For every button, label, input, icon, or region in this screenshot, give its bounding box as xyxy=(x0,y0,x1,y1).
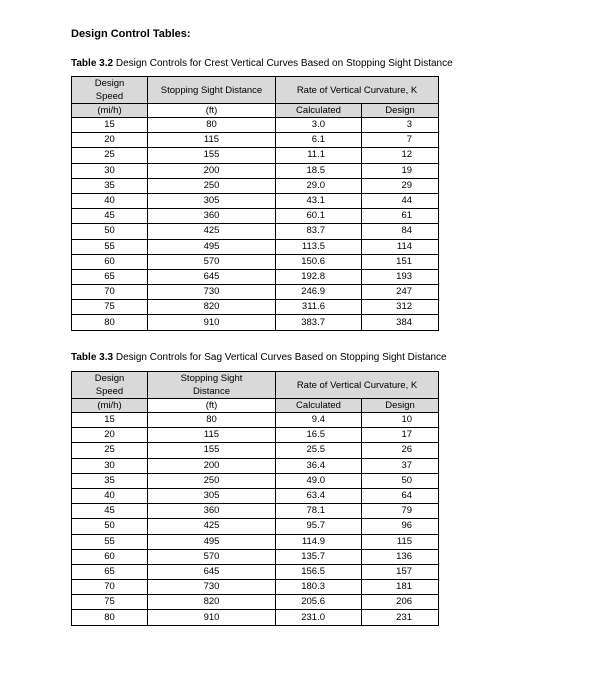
ssd-cell: 495 xyxy=(148,239,276,254)
table-row xyxy=(72,133,439,148)
design-speed-cell: 25 xyxy=(72,148,148,163)
ssd-cell: 910 xyxy=(148,315,276,330)
k-design-cell: 19 xyxy=(362,163,439,178)
k-calculated-cell: 18.5 xyxy=(276,163,362,178)
ssd-cell: 425 xyxy=(148,224,276,239)
speed-unit-header: (mi/h) xyxy=(72,104,148,118)
design-speed-cell: 55 xyxy=(72,239,148,254)
ssd-cell: 820 xyxy=(148,595,276,610)
table-row xyxy=(72,564,439,579)
design-speed-cell: 15 xyxy=(72,118,148,133)
k-calculated-cell: 63.4 xyxy=(276,488,362,503)
k-design-header: Design xyxy=(362,399,439,413)
ssd-cell: 250 xyxy=(148,178,276,193)
design-speed-cell: 25 xyxy=(72,443,148,458)
k-calculated-cell: 16.5 xyxy=(276,428,362,443)
k-design-cell: 151 xyxy=(362,254,439,269)
k-calculated-cell: 49.0 xyxy=(276,473,362,488)
ssd-cell: 730 xyxy=(148,580,276,595)
table-row xyxy=(72,209,439,224)
design-speed-cell: 20 xyxy=(72,133,148,148)
k-design-cell: 231 xyxy=(362,610,439,625)
k-calculated-cell: 135.7 xyxy=(276,549,362,564)
k-calculated-cell: 150.6 xyxy=(276,254,362,269)
design-speed-cell: 60 xyxy=(72,254,148,269)
design-speed-cell: 45 xyxy=(72,209,148,224)
k-calculated-cell: 180.3 xyxy=(276,580,362,595)
design-speed-cell: 65 xyxy=(72,564,148,579)
table-3-3-caption xyxy=(71,352,447,363)
ssd-cell: 115 xyxy=(148,428,276,443)
design-speed-cell: 20 xyxy=(72,428,148,443)
k-design-cell: 84 xyxy=(362,224,439,239)
design-speed-header: Design Speed xyxy=(72,372,148,399)
k-design-cell: 384 xyxy=(362,315,439,330)
table-row xyxy=(72,504,439,519)
design-speed-cell: 15 xyxy=(72,413,148,428)
k-calculated-cell: 113.5 xyxy=(276,239,362,254)
k-calculated-cell: 60.1 xyxy=(276,209,362,224)
table-row xyxy=(72,148,439,163)
ssd-cell: 305 xyxy=(148,488,276,503)
k-design-cell: 115 xyxy=(362,534,439,549)
ssd-cell: 730 xyxy=(148,285,276,300)
k-design-cell: 10 xyxy=(362,413,439,428)
k-design-cell: 206 xyxy=(362,595,439,610)
k-design-cell: 312 xyxy=(362,300,439,315)
k-calculated-cell: 25.5 xyxy=(276,443,362,458)
ssd-unit-header: (ft) xyxy=(148,399,276,413)
k-design-cell: 157 xyxy=(362,564,439,579)
design-speed-header: Design Speed xyxy=(72,77,148,104)
k-calculated-cell: 6.1 xyxy=(276,133,362,148)
table-3-3-number: Table 3.3 xyxy=(71,352,114,363)
table-row xyxy=(72,224,439,239)
ssd-cell: 495 xyxy=(148,534,276,549)
k-calculated-cell: 205.6 xyxy=(276,595,362,610)
k-calculated-header: Calculated xyxy=(276,104,362,118)
table-row xyxy=(72,239,439,254)
design-speed-cell: 50 xyxy=(72,224,148,239)
ssd-cell: 200 xyxy=(148,458,276,473)
k-design-cell: 64 xyxy=(362,488,439,503)
table-row xyxy=(72,285,439,300)
design-speed-cell: 60 xyxy=(72,549,148,564)
table-row xyxy=(72,534,439,549)
k-design-cell: 136 xyxy=(362,549,439,564)
speed-unit-header: (mi/h) xyxy=(72,399,148,413)
ssd-cell: 80 xyxy=(148,118,276,133)
sag-curve-table xyxy=(71,371,439,626)
design-speed-cell: 35 xyxy=(72,473,148,488)
ssd-cell: 645 xyxy=(148,564,276,579)
k-calculated-cell: 9.4 xyxy=(276,413,362,428)
k-design-header: Design xyxy=(362,104,439,118)
k-calculated-cell: 78.1 xyxy=(276,504,362,519)
design-speed-cell: 80 xyxy=(72,315,148,330)
k-calculated-cell: 114.9 xyxy=(276,534,362,549)
ssd-unit-header: (ft) xyxy=(148,104,276,118)
page-heading: Design Control Tables: xyxy=(71,28,191,40)
ssd-cell: 425 xyxy=(148,519,276,534)
k-design-cell: 12 xyxy=(362,148,439,163)
design-speed-cell: 30 xyxy=(72,163,148,178)
ssd-cell: 80 xyxy=(148,413,276,428)
k-calculated-cell: 29.0 xyxy=(276,178,362,193)
ssd-cell: 570 xyxy=(148,254,276,269)
table-3-2-title: Design Controls for Crest Vertical Curves Based on Stopping Sight Distance xyxy=(113,58,453,69)
k-calculated-cell: 95.7 xyxy=(276,519,362,534)
design-speed-cell: 70 xyxy=(72,580,148,595)
table-row xyxy=(72,595,439,610)
table-row xyxy=(72,254,439,269)
table-row xyxy=(72,163,439,178)
table-row xyxy=(72,610,439,625)
k-design-cell: 247 xyxy=(362,285,439,300)
table-row xyxy=(72,300,439,315)
table-row xyxy=(72,488,439,503)
design-speed-cell: 55 xyxy=(72,534,148,549)
table-row xyxy=(72,269,439,284)
k-calculated-cell: 231.0 xyxy=(276,610,362,625)
ssd-cell: 360 xyxy=(148,209,276,224)
k-design-cell: 114 xyxy=(362,239,439,254)
table-row xyxy=(72,118,439,133)
k-design-cell: 61 xyxy=(362,209,439,224)
design-speed-cell: 45 xyxy=(72,504,148,519)
table-3-2-caption xyxy=(71,58,453,69)
ssd-cell: 155 xyxy=(148,148,276,163)
table-row xyxy=(72,413,439,428)
design-speed-cell: 40 xyxy=(72,193,148,208)
k-design-cell: 7 xyxy=(362,133,439,148)
ssd-cell: 645 xyxy=(148,269,276,284)
table-row xyxy=(72,458,439,473)
table-row xyxy=(72,178,439,193)
k-calculated-cell: 192.8 xyxy=(276,269,362,284)
k-calculated-cell: 11.1 xyxy=(276,148,362,163)
table-row xyxy=(72,193,439,208)
k-calculated-cell: 43.1 xyxy=(276,193,362,208)
ssd-cell: 305 xyxy=(148,193,276,208)
table-row xyxy=(72,428,439,443)
k-calculated-cell: 246.9 xyxy=(276,285,362,300)
k-design-cell: 96 xyxy=(362,519,439,534)
k-design-cell: 3 xyxy=(362,118,439,133)
table-row xyxy=(72,519,439,534)
k-design-cell: 26 xyxy=(362,443,439,458)
table-row xyxy=(72,580,439,595)
ssd-cell: 115 xyxy=(148,133,276,148)
ssd-cell: 250 xyxy=(148,473,276,488)
design-speed-cell: 40 xyxy=(72,488,148,503)
ssd-header: Stopping Sight Distance xyxy=(148,372,276,399)
design-speed-cell: 80 xyxy=(72,610,148,625)
design-speed-cell: 35 xyxy=(72,178,148,193)
table-row xyxy=(72,549,439,564)
table-row xyxy=(72,443,439,458)
ssd-cell: 820 xyxy=(148,300,276,315)
k-design-cell: 17 xyxy=(362,428,439,443)
k-calculated-cell: 156.5 xyxy=(276,564,362,579)
k-design-cell: 44 xyxy=(362,193,439,208)
k-calculated-cell: 383.7 xyxy=(276,315,362,330)
k-calculated-cell: 83.7 xyxy=(276,224,362,239)
ssd-cell: 910 xyxy=(148,610,276,625)
table-3-2-number: Table 3.2 xyxy=(71,58,114,69)
k-design-cell: 29 xyxy=(362,178,439,193)
ssd-cell: 570 xyxy=(148,549,276,564)
table-3-3-title: Design Controls for Sag Vertical Curves Based on Stopping Sight Distance xyxy=(113,352,447,363)
ssd-cell: 360 xyxy=(148,504,276,519)
k-calculated-cell: 311.6 xyxy=(276,300,362,315)
design-speed-cell: 75 xyxy=(72,595,148,610)
ssd-cell: 200 xyxy=(148,163,276,178)
k-design-cell: 79 xyxy=(362,504,439,519)
k-design-cell: 50 xyxy=(362,473,439,488)
k-design-cell: 37 xyxy=(362,458,439,473)
k-calculated-cell: 36.4 xyxy=(276,458,362,473)
ssd-header: Stopping Sight Distance xyxy=(148,77,276,104)
table-row xyxy=(72,473,439,488)
k-calculated-cell: 3.0 xyxy=(276,118,362,133)
design-speed-cell: 65 xyxy=(72,269,148,284)
design-speed-cell: 50 xyxy=(72,519,148,534)
k-calculated-header: Calculated xyxy=(276,399,362,413)
k-design-cell: 193 xyxy=(362,269,439,284)
crest-curve-table xyxy=(71,76,439,331)
k-header: Rate of Vertical Curvature, K xyxy=(276,77,439,104)
ssd-cell: 155 xyxy=(148,443,276,458)
table-row xyxy=(72,315,439,330)
k-header: Rate of Vertical Curvature, K xyxy=(276,372,439,399)
design-speed-cell: 30 xyxy=(72,458,148,473)
design-speed-cell: 75 xyxy=(72,300,148,315)
k-design-cell: 181 xyxy=(362,580,439,595)
design-speed-cell: 70 xyxy=(72,285,148,300)
